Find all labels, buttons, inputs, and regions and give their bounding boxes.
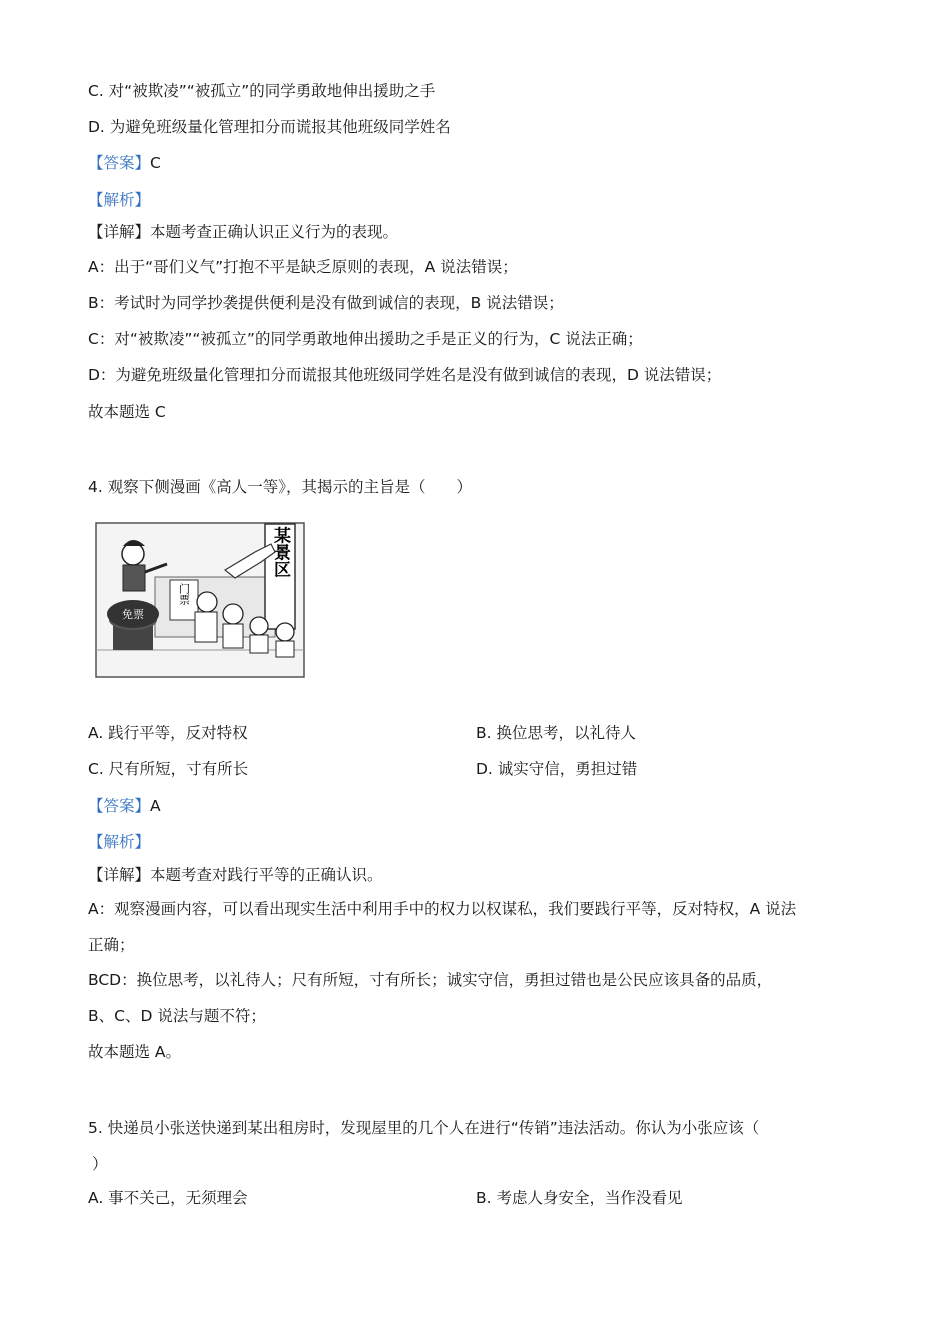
q4-option-c: C. 尺有所短，寸有所长 xyxy=(88,760,249,778)
answer-tag: 【答案】 xyxy=(88,797,151,815)
q4-analysis-tag: 【解析】 xyxy=(88,833,151,851)
detail-tag: 【详解】 xyxy=(88,866,151,884)
detail-text: 本题考查正确认识正义行为的表现。 xyxy=(150,223,399,241)
q3-conclusion: 故本题选 C xyxy=(88,403,166,421)
q4-option-d: D. 诚实守信，勇担过错 xyxy=(476,760,638,778)
q3-line-d: D：为避免班级量化管理扣分而谎报其他班级同学姓名是没有做到诚信的表现，D 说法错误； xyxy=(88,366,722,384)
q4-conclusion: 故本题选 A。 xyxy=(88,1043,182,1061)
q5-option-b: B. 考虑人身安全，当作没看见 xyxy=(476,1189,683,1207)
q4-line-a2: 正确； xyxy=(88,936,135,954)
q5-question-line2: ） xyxy=(92,1155,108,1173)
q3-option-c: C. 对“被欺凌”“被孤立”的同学勇敢地伸出援助之手 xyxy=(88,82,436,100)
ticket-text: 门票 xyxy=(177,583,191,605)
q4-line-bcd1: BCD：换位思考，以礼待人；尺有所短，寸有所长；诚实守信，勇担过错也是公民应该具备的品质， xyxy=(88,971,773,989)
answer-tag: 【答案】 xyxy=(88,154,151,172)
q3-answer xyxy=(88,152,161,174)
detail-tag: 【详解】 xyxy=(88,223,151,241)
q4-line-a1: A：观察漫画内容，可以看出现实生活中利用手中的权力以权谋私，我们要践行平等，反对特权，A 说法 xyxy=(88,900,797,918)
answer-value: A xyxy=(150,797,161,815)
comic-image xyxy=(95,522,305,678)
q4-detail xyxy=(88,864,383,886)
q5-option-a: A. 事不关己，无须理会 xyxy=(88,1189,248,1207)
q4-line-bcd2: B、C、D 说法与题不符； xyxy=(88,1007,266,1025)
q3-option-d: D. 为避免班级量化管理扣分而谎报其他班级同学姓名 xyxy=(88,118,451,136)
q3-detail xyxy=(88,221,398,243)
q4-option-b: B. 换位思考，以礼待人 xyxy=(476,724,636,742)
q4-question: 4. 观察下侧漫画《高人一等》，其揭示的主旨是（ ） xyxy=(88,478,472,496)
stamp-text: 免票 xyxy=(122,608,144,621)
sign-text: 某景区 xyxy=(270,526,290,578)
q5-question-line1: 5. 快递员小张送快递到某出租房时，发现屋里的几个人在进行“传销”违法活动。你认为小张应该（ xyxy=(88,1119,760,1137)
detail-text: 本题考查对践行平等的正确认识。 xyxy=(150,866,383,884)
q3-line-a: A：出于“哥们义气”打抱不平是缺乏原则的表现，A 说法错误； xyxy=(88,258,518,276)
q3-line-b: B：考试时为同学抄袭提供便利是没有做到诚信的表现，B 说法错误； xyxy=(88,294,564,312)
q3-analysis-tag: 【解析】 xyxy=(88,191,151,209)
answer-value: C xyxy=(150,154,161,172)
q4-answer xyxy=(88,795,161,817)
q3-line-c: C：对“被欺凌”“被孤立”的同学勇敢地伸出援助之手是正义的行为，C 说法正确； xyxy=(88,330,643,348)
q4-option-a: A. 践行平等，反对特权 xyxy=(88,724,248,742)
